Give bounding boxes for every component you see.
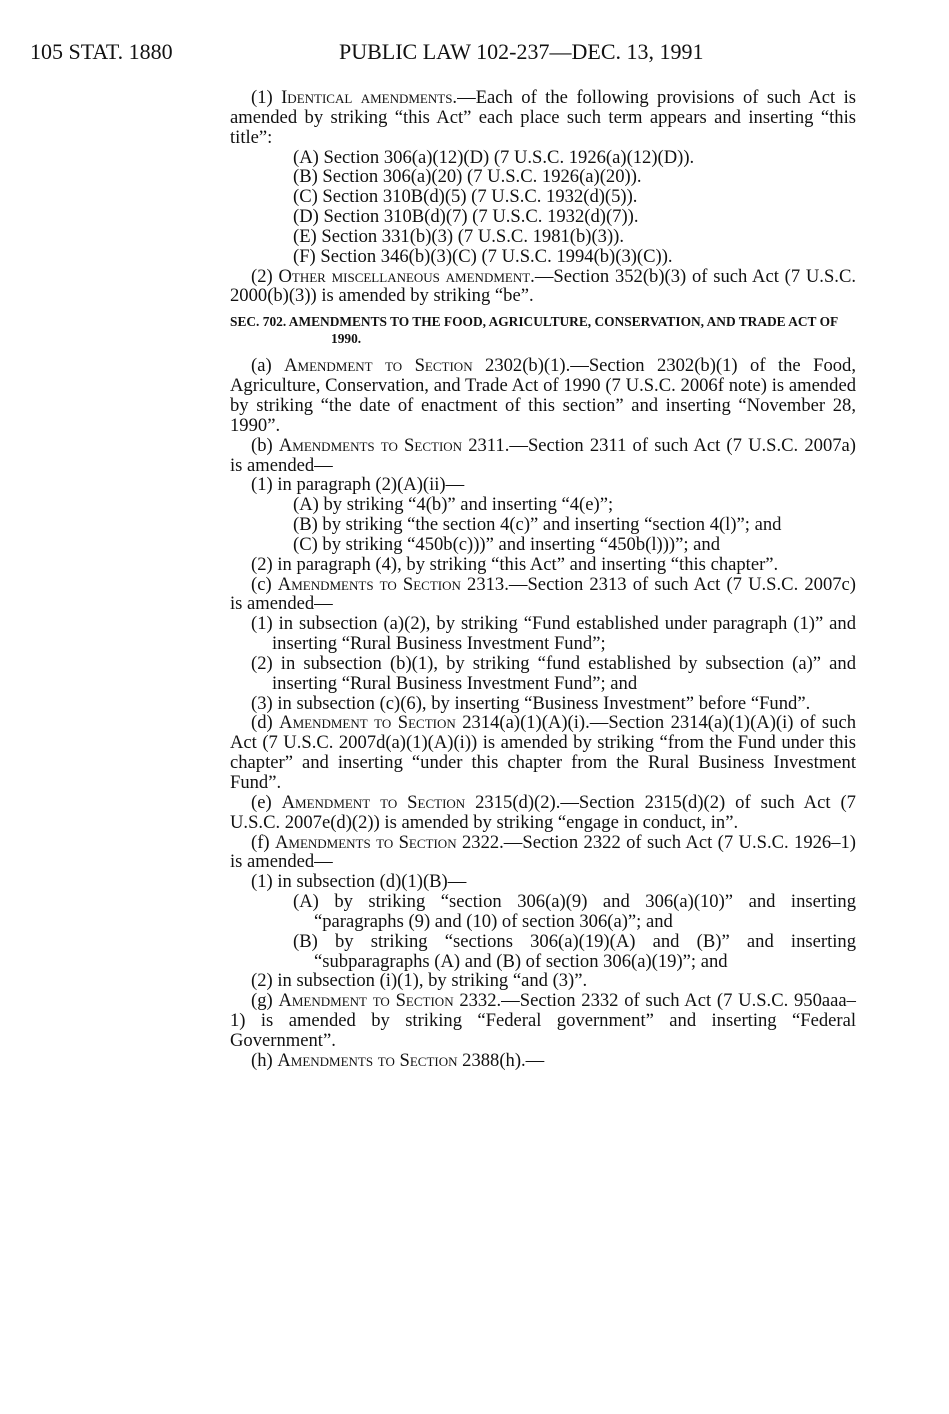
paragraph xyxy=(230,148,856,168)
paragraph-text: (2) in subsection (i)(1), by striking “and (3)”. xyxy=(251,970,588,992)
paragraph-heading: Amendment to Section xyxy=(278,990,454,1012)
paragraph-text: (B) by striking “sections 306(a)(19)(A) and (B)” and inserting “subparagraphs (A) and (B) of section 306(a)(19)”; and xyxy=(293,930,856,972)
paragraph xyxy=(230,495,856,515)
section-heading xyxy=(230,313,856,347)
paragraph-text: 2314(a)(1)(A)(i).—Section 2314(a)(1)(A)(i) of such Act (7 U.S.C. 2007d(a)(1)(A)(i)) is amended by striking “from the Fund under this chapter” and inserting “under this chapter from the Rural Business Investment Fund”. xyxy=(230,712,856,793)
paragraph-heading: Amendment to Section xyxy=(284,355,473,377)
paragraph-heading: Amendments to Section xyxy=(274,831,457,853)
paragraph xyxy=(230,1051,856,1071)
paragraph-heading: Identical amendments. xyxy=(281,87,458,108)
paragraph-text: (1) in paragraph (2)(A)(ii)— xyxy=(251,474,465,496)
paragraph-text: 2322.—Section 2322 of such Act (7 U.S.C. 1926–1) is amended— xyxy=(230,831,857,873)
paragraph-text: (A) by striking “section 306(a)(9) and 306(a)(10)” and inserting “paragraphs (9) and (10) of section 306(a)”; and xyxy=(293,891,856,932)
paragraph-number: (a) xyxy=(251,355,285,377)
paragraph xyxy=(230,833,856,873)
paragraph-heading: Other miscellaneous amendment. xyxy=(278,265,535,287)
paragraph-number: (d) xyxy=(251,712,280,734)
paragraph-text: (A) Section 306(a)(12)(D) (7 U.S.C. 1926(a)(12)(D)). xyxy=(293,146,695,168)
paragraph-heading: Amendment to Section xyxy=(281,791,466,813)
paragraph xyxy=(230,535,856,555)
paragraph-text: (B) Section 306(a)(20) (7 U.S.C. 1926(a)(20)). xyxy=(293,166,642,188)
public-law-title: PUBLIC LAW 102-237—DEC. 13, 1991 xyxy=(339,39,704,64)
paragraph xyxy=(230,267,856,307)
paragraph-text: 2388(h).— xyxy=(457,1049,545,1071)
paragraph xyxy=(230,654,856,694)
paragraph-text: (1) in subsection (d)(1)(B)— xyxy=(251,871,467,893)
paragraph-text: 2313.—Section 2313 of such Act (7 U.S.C. 2007c) is amended— xyxy=(230,573,856,615)
paragraph xyxy=(230,515,856,535)
paragraph-text: (E) Section 331(b)(3) (7 U.S.C. 1981(b)(3)). xyxy=(293,225,625,247)
paragraph xyxy=(230,167,856,187)
paragraph-number: (h) xyxy=(251,1049,278,1071)
paragraph-text: (C) Section 310B(d)(5) (7 U.S.C. 1932(d)(5)). xyxy=(293,186,638,208)
paragraph-text: (B) by striking “the section 4(c)” and inserting “section 4(l)”; and xyxy=(293,514,782,536)
paragraph xyxy=(230,713,856,792)
paragraph xyxy=(230,356,856,435)
paragraph-text: 2302(b)(1).—Section 2302(b)(1) of the Food, Agriculture, Conservation, and Trade Act of 1990 (7 U.S.C. 2006f note) is amended by striking “the date of enactment of this section” and inserting “November 28, 1990”. xyxy=(230,355,856,436)
paragraph-text: 2311.—Section 2311 of such Act (7 U.S.C. 2007a) is amended— xyxy=(230,434,856,476)
paragraph-number: (e) xyxy=(251,791,282,813)
paragraph-text: (A) by striking “4(b)” and inserting “4(e)”; xyxy=(293,494,614,516)
paragraph-number: (f) xyxy=(251,831,275,853)
paragraph xyxy=(230,991,856,1051)
paragraph-heading: Amendments to Section xyxy=(277,573,461,595)
paragraph-text: (F) Section 346(b)(3)(C) (7 U.S.C. 1994(b)(3)(C)). xyxy=(293,245,673,267)
paragraph xyxy=(230,207,856,227)
paragraph-text: (C) by striking “450b(c)))” and inserting “450b(l)))”; and xyxy=(293,533,721,555)
paragraph-text: (3) in subsection (c)(6), by inserting “Business Investment” before “Fund”. xyxy=(251,692,811,714)
paragraph-text: SEC. 702. AMENDMENTS TO THE FOOD, AGRICULTURE, CONSERVATION, AND TRADE ACT OF 1990. xyxy=(230,314,838,347)
paragraph xyxy=(230,694,856,714)
paragraph-text: (2) in paragraph (4), by striking “this Act” and inserting “this chapter”. xyxy=(251,553,779,575)
statute-page-number: 105 STAT. 1880 xyxy=(30,39,173,64)
paragraph-heading: Amendments to Section xyxy=(277,1049,458,1071)
paragraph xyxy=(230,614,856,654)
document-body xyxy=(230,88,856,1071)
paragraph xyxy=(230,247,856,267)
paragraph-text: (1) in subsection (a)(2), by striking “Fund established under paragraph (1)” and inserting “Rural Business Investment Fund”; xyxy=(251,613,856,655)
paragraph xyxy=(230,575,856,615)
paragraph xyxy=(230,555,856,575)
paragraph-text: —Each of the following provisions of such Act is amended by striking “this Act” each place such term appears and inserting “this title”: xyxy=(230,87,856,148)
paragraph-number: (c) xyxy=(251,573,278,595)
paragraph xyxy=(230,872,856,892)
paragraph-text: 2315(d)(2).—Section 2315(d)(2) of such Act (7 U.S.C. 2007e(d)(2)) is amended by striking “engage in conduct, in”. xyxy=(230,791,856,833)
paragraph xyxy=(230,971,856,991)
paragraph-text: (D) Section 310B(d)(7) (7 U.S.C. 1932(d)(7)). xyxy=(293,206,639,228)
paragraph-text: 2332.—Section 2332 of such Act (7 U.S.C. 950aaa–1) is amended by striking “Federal government” and inserting “Federal Government”. xyxy=(230,990,856,1051)
paragraph xyxy=(230,88,856,148)
paragraph xyxy=(230,475,856,495)
paragraph xyxy=(230,932,856,972)
paragraph-text: (2) in subsection (b)(1), by striking “fund established by subsection (a)” and inserting “Rural Business Investment Fund”; and xyxy=(251,652,856,694)
paragraph xyxy=(230,892,856,932)
paragraph-heading: Amendment to Section xyxy=(279,712,456,734)
paragraph-heading: Amendments to Section xyxy=(278,434,463,456)
paragraph-number: (2) xyxy=(251,265,279,287)
paragraph-number: (g) xyxy=(251,990,279,1012)
paragraph xyxy=(230,187,856,207)
paragraph-number: (1) xyxy=(251,87,282,108)
paragraph xyxy=(230,436,856,476)
paragraph-text: —Section 352(b)(3) of such Act (7 U.S.C. 2000(b)(3)) is amended by striking “be”. xyxy=(230,265,856,307)
paragraph-number: (b) xyxy=(251,434,279,456)
paragraph xyxy=(230,227,856,247)
paragraph xyxy=(230,793,856,833)
